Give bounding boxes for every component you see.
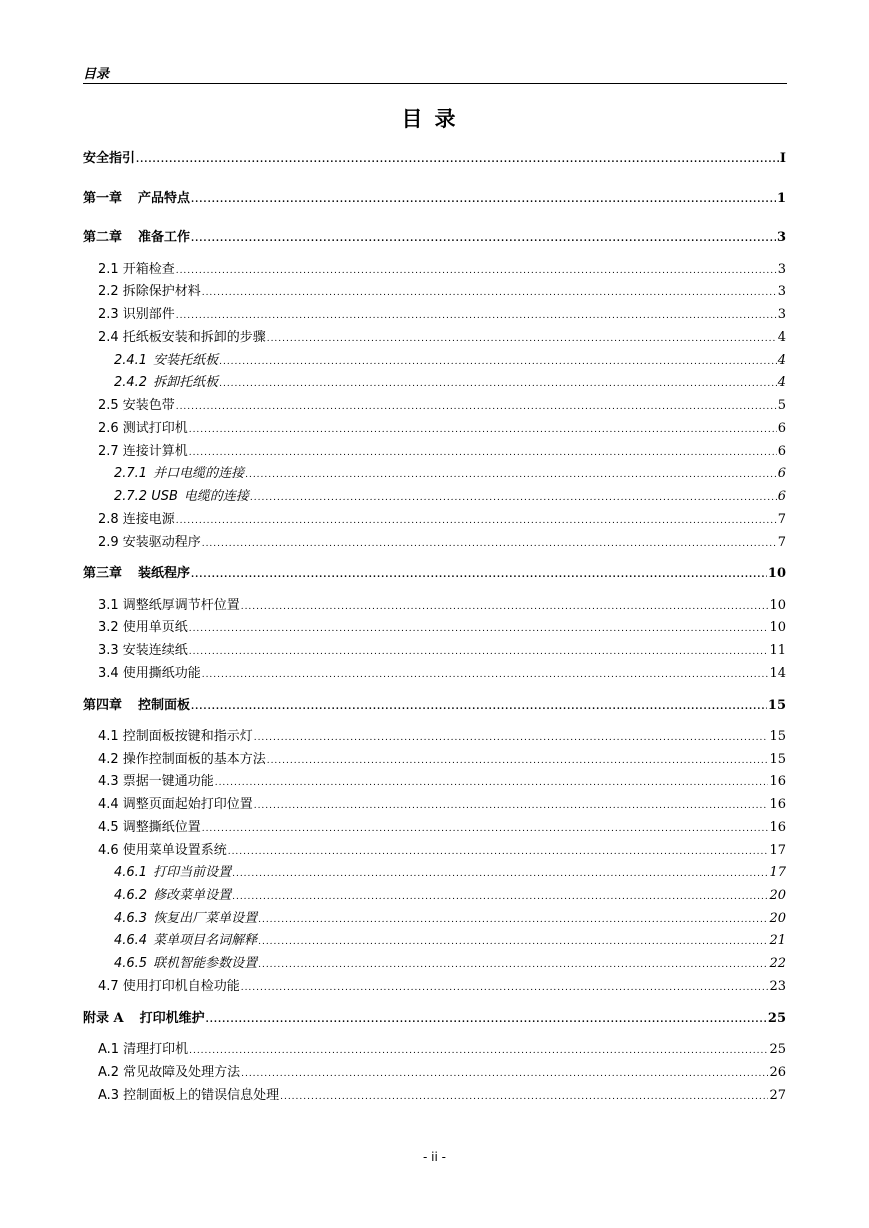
dot-leader [232,887,768,907]
toc-entry-number: 2.9 [98,535,119,550]
toc-entry-label [98,305,175,325]
dot-leader [280,1087,768,1107]
toc-entry-number: 2.1 [98,262,119,277]
toc-page-number: 21 [769,933,786,948]
toc-entry-label [114,886,231,906]
toc-section-entry[interactable] [98,510,786,530]
toc-entry-title: 拆卸托纸板 [153,375,219,390]
header-rule [83,83,787,84]
dot-leader [176,261,777,281]
toc-entry-title: 安装色带 [122,398,175,413]
toc-entry-title: 识别部件 [122,307,175,322]
toc-entry-title: 联机智能参数设置 [153,956,258,971]
toc-entry-label [98,1040,188,1060]
toc-entry-number: 附录 A [83,1011,124,1026]
toc-entry-label [83,564,190,584]
page-title: 目录 [401,107,468,131]
dot-leader [250,488,777,508]
toc-entry-label [83,228,190,248]
toc-entry-title: 控制面板上的错误信息处理 [123,1088,280,1103]
toc-entry-label [114,487,249,507]
toc-entry-label [98,442,188,462]
dot-leader [254,796,769,816]
toc-entry-number: 第一章 [83,191,123,206]
toc-page-number: 6 [777,444,786,459]
toc-page-number: 15 [769,729,786,744]
toc-page-number: 3 [776,230,786,245]
dot-leader [202,283,777,303]
toc-entry-number: 2.7 [98,444,119,459]
toc-section-entry[interactable] [98,818,786,838]
toc-section-entry[interactable] [98,305,786,325]
toc-entry-label [98,977,240,997]
toc-entry-number: 3.4 [98,666,119,681]
dot-leader [232,864,768,884]
toc-entry-number: 4.6.2 [114,888,148,903]
toc-entry-label [98,772,214,792]
toc-entry-title: 连接计算机 [122,444,188,459]
toc-page-number: 7 [777,535,786,550]
dot-leader [245,465,777,485]
toc-page-number: 16 [769,820,786,835]
toc-page-number: 10 [769,620,786,635]
toc-chapter-entry[interactable] [83,228,786,248]
toc-subsection-entry[interactable] [114,863,786,883]
toc-entry-number: 3.2 [98,620,119,635]
toc-page-number: 6 [777,489,786,504]
toc-entry-number: 第二章 [83,230,123,245]
toc-entry-number: 2.5 [98,398,119,413]
toc-entry-title: 电缆的连接 [183,489,249,504]
toc-chapter-entry[interactable] [83,1009,786,1029]
toc-section-entry[interactable] [98,419,786,439]
toc-page-number: 27 [769,1088,786,1103]
toc-subsection-entry[interactable] [114,909,786,929]
toc-entry-label [83,696,190,716]
toc-entry-label [98,282,201,302]
toc-page-number: 23 [769,979,786,994]
toc-entry-title: 安装驱动程序 [122,535,201,550]
toc-section-entry[interactable] [98,977,786,997]
toc-entry-label [114,931,257,951]
toc-entry-label [114,373,218,393]
toc-entry-label [98,664,201,684]
toc-entry-label [98,396,175,416]
toc-entry-label [114,464,244,484]
toc-entry-label [114,909,257,929]
toc-subsection-entry[interactable] [114,351,786,371]
dot-leader [191,190,776,210]
dot-leader [241,1064,768,1084]
dot-leader [258,932,768,952]
toc-chapter-entry[interactable] [83,564,786,584]
toc-page-number: 16 [769,797,786,812]
dot-leader [136,150,779,170]
toc-page-number: 17 [769,865,786,880]
toc-page-number: 17 [769,843,786,858]
toc-section-entry[interactable] [98,396,786,416]
toc-entry-label [98,510,175,530]
toc-entry-label [98,533,201,553]
toc-section-entry[interactable] [98,750,786,770]
toc-entry-label [83,149,135,169]
toc-section-entry[interactable] [98,841,786,861]
toc-entry-title: 安全指引 [83,151,136,166]
running-header: 目录 [83,67,110,82]
toc-page-number: 1 [776,191,786,206]
toc-entry-number: 4.1 [98,729,119,744]
toc-entry-label [98,1086,279,1106]
toc-entry-number: 4.6.4 [114,933,148,948]
toc-subsection-entry[interactable] [114,931,786,951]
toc-page-number: 11 [769,643,786,658]
toc-entry-number: 4.6.3 [114,911,148,926]
dot-leader [258,955,768,975]
toc-section-entry[interactable] [98,282,786,302]
toc-page-number: 3 [777,262,786,277]
toc-page-number: 16 [769,774,786,789]
dot-leader [267,751,769,771]
dot-leader [189,420,777,440]
dot-leader [191,229,776,249]
toc-page-number: I [779,151,786,166]
toc-entry-title: 连接电源 [122,512,175,527]
toc-section-entry[interactable] [98,533,786,553]
toc-page-number: 7 [777,512,786,527]
toc-entry-number: 2.7.1 [114,466,148,481]
dot-leader [202,665,769,685]
toc-entry-label [114,954,257,974]
toc-entry-title: 控制面板按键和指示灯 [122,729,253,744]
toc-section-entry[interactable] [98,664,786,684]
toc-entry-title: 使用撕纸功能 [122,666,201,681]
page-number: - ii - [423,1150,446,1164]
toc-page-number: 22 [769,956,786,971]
toc-entry-number: 4.6 [98,843,119,858]
dot-leader [241,978,769,998]
dot-leader [176,511,777,531]
toc-entry-number: 4.2 [98,752,119,767]
dot-leader [258,910,768,930]
toc-entry-title: 拆除保护材料 [122,284,201,299]
toc-chapter-entry[interactable] [83,189,786,209]
toc-entry-title: 安装托纸板 [153,353,219,368]
toc-subsection-entry[interactable] [114,886,786,906]
toc-entry-label [98,818,201,838]
toc-subsection-entry[interactable] [114,464,786,484]
toc-page-number: 26 [769,1065,786,1080]
toc-section-entry[interactable] [98,596,786,616]
toc-section-entry[interactable] [98,772,786,792]
toc-entry-label [98,260,175,280]
toc-entry-title: 清理打印机 [123,1042,189,1057]
toc-entry-title: 打印当前设置 [153,865,232,880]
toc-entry-number: 3.3 [98,643,119,658]
toc-page-number: 6 [777,466,786,481]
toc-page-number: 25 [767,1011,786,1026]
toc-entry-label [98,750,266,770]
toc-entry-title: 准备工作 [138,230,191,245]
toc-entry-number: 第四章 [83,698,123,713]
toc-page-number: 3 [777,284,786,299]
toc-entry-title: 调整页面起始打印位置 [122,797,253,812]
toc-entry-title: 操作控制面板的基本方法 [122,752,266,767]
toc-entry-title: 调整撕纸位置 [122,820,201,835]
toc-entry-number: A.1 [98,1042,120,1057]
dot-leader [219,352,777,372]
toc-section-entry[interactable] [98,618,786,638]
toc-entry-title: 修改菜单设置 [153,888,232,903]
dot-leader [189,642,769,662]
toc-subsection-entry[interactable] [114,954,786,974]
dot-leader [267,329,777,349]
toc-section-entry[interactable] [98,641,786,661]
toc-section-entry[interactable] [98,1040,786,1060]
dot-leader [191,565,767,585]
toc-entry-number: 第三章 [83,566,123,581]
toc-entry-label [98,618,188,638]
toc-entry-title: 调整纸厚调节杆位置 [122,598,240,613]
toc-page-number: 15 [767,698,786,713]
toc-entry-number: 4.3 [98,774,119,789]
toc-page-number: 20 [769,888,786,903]
toc-entry-label [98,841,227,861]
toc-entry-title: 票据一键通功能 [122,774,214,789]
toc-entry-number: 2.4.2 [114,375,148,390]
toc-entry-number: 4.6.1 [114,865,148,880]
toc-section-entry[interactable] [98,328,786,348]
toc-entry-title: 使用单页纸 [122,620,188,635]
toc-entry-label [98,727,253,747]
toc-section-entry[interactable] [98,795,786,815]
toc-entry-title: 产品特点 [138,191,191,206]
toc-entry-label [83,1009,205,1029]
dot-leader [241,597,769,617]
toc-entry-label [98,1063,240,1083]
toc-entry-number: 2.3 [98,307,119,322]
dot-leader [176,306,777,326]
dot-leader [189,1041,768,1061]
dot-leader [189,443,777,463]
toc-entry-label [114,863,231,883]
dot-leader [254,728,769,748]
toc-page-number: 14 [769,666,786,681]
toc-entry-label [98,596,240,616]
dot-leader [202,534,777,554]
dot-leader [219,374,777,394]
toc-page-number: 25 [769,1042,786,1057]
toc-entry-number: 4.6.5 [114,956,148,971]
dot-leader [228,842,769,862]
toc-subsection-entry[interactable] [114,373,786,393]
toc-entry-label [98,641,188,661]
toc-page-number: 15 [769,752,786,767]
toc-entry-title: 开箱检查 [122,262,175,277]
toc-entry-label [83,189,190,209]
toc-entry-title: 控制面板 [138,698,191,713]
toc-entry-label [98,328,266,348]
toc-entry-title: 装纸程序 [138,566,191,581]
toc-section-entry[interactable] [98,442,786,462]
dot-leader [191,697,767,717]
toc-entry-number: 3.1 [98,598,119,613]
toc-entry-title: 并口电缆的连接 [153,466,245,481]
toc-section-entry[interactable] [98,1086,786,1106]
toc-entry-title: 打印机维护 [139,1011,205,1026]
dot-leader [202,819,769,839]
toc-section-entry[interactable] [98,1063,786,1083]
toc-entry-label [98,795,253,815]
toc-section-entry[interactable] [98,727,786,747]
toc-entry-number: 2.8 [98,512,119,527]
toc-subsection-entry[interactable] [114,487,786,507]
toc-entry-number: A.3 [98,1088,120,1103]
dot-leader [176,397,777,417]
toc-entry-number: 2.7.2 USB [114,489,178,504]
toc-page-number: 10 [769,598,786,613]
toc-entry-title: 安装连续纸 [122,643,188,658]
toc-entry-title: 恢复出厂菜单设置 [153,911,258,926]
toc-page-number: 3 [777,307,786,322]
toc-entry-number: 2.4 [98,330,119,345]
toc-page-number: 4 [777,353,786,368]
toc-entry-label [114,351,218,371]
toc-entry-title: 常见故障及处理方法 [123,1065,241,1080]
toc-page-number: 10 [767,566,786,581]
toc-chapter-entry[interactable] [83,696,786,716]
toc-entry-number: 4.4 [98,797,119,812]
toc-entry-number: 4.7 [98,979,119,994]
toc-entry-title: 测试打印机 [122,421,188,436]
toc-entry-number: 2.4.1 [114,353,148,368]
toc-entry-title: 托纸板安装和拆卸的步骤 [122,330,266,345]
toc-entry-number: A.2 [98,1065,120,1080]
toc-page-number: 5 [777,398,786,413]
toc-entry-title: 使用菜单设置系统 [122,843,227,858]
toc-page-number: 4 [777,375,786,390]
dot-leader [206,1010,767,1030]
dot-leader [189,619,769,639]
toc-page-number: 4 [777,330,786,345]
toc-page-number: 6 [777,421,786,436]
toc-entry-label [98,419,188,439]
toc-section-entry[interactable] [98,260,786,280]
dot-leader [215,773,769,793]
toc-entry-title: 菜单项目名词解释 [153,933,258,948]
toc-chapter-entry[interactable] [83,149,786,169]
toc-entry-number: 2.2 [98,284,119,299]
toc-page-number: 20 [769,911,786,926]
toc-entry-number: 2.6 [98,421,119,436]
toc-entry-title: 使用打印机自检功能 [122,979,240,994]
toc-entry-number: 4.5 [98,820,119,835]
